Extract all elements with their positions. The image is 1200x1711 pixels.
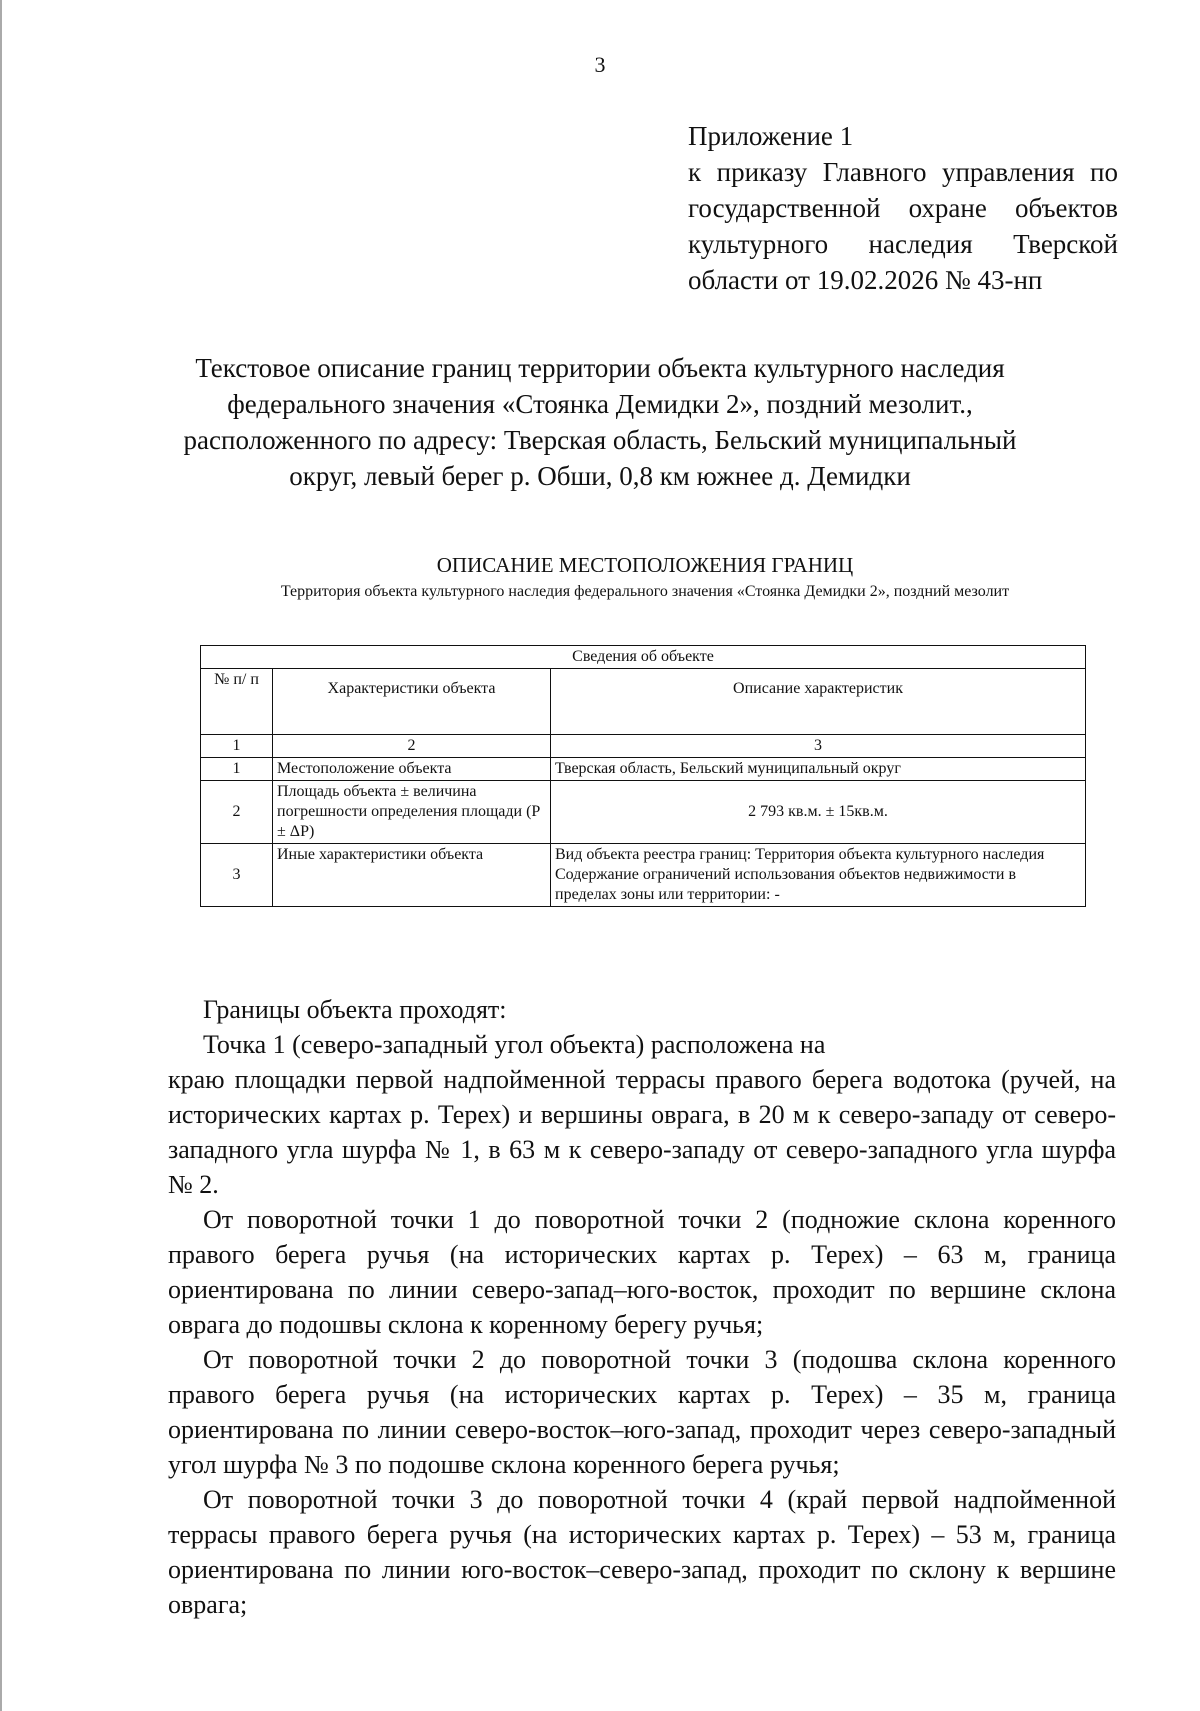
- title-line: округ, левый берег р. Обши, 0,8 км южнее д. Демидки: [289, 461, 911, 491]
- row-num: 3: [201, 844, 273, 907]
- row-characteristic: Площадь объекта ± величина погрешности определения площади (Р ± ΔР): [273, 781, 551, 844]
- row-num: 1: [201, 758, 273, 781]
- section-heading: ОПИСАНИЕ МЕСТОПОЛОЖЕНИЯ ГРАНИЦ: [436, 553, 854, 577]
- body-paragraph: От поворотной точки 3 до поворотной точки 4 (край первой надпойменной террасы правого берега ручья (на исторических картах р. Терех) – 53 м, граница ориентирована по линии юго-восток–северо-запад, проходит по склону к вершине оврага;: [168, 1485, 1116, 1619]
- body-paragraph: От поворотной точки 1 до поворотной точки 2 (подножие склона коренного правого берега ручья (на исторических картах р. Терех) – 63 м, граница ориентирована по линии северо-запад–юго-восток, проходит по вершине склона оврага до подошвы склона к коренному берегу ручья;: [168, 1205, 1116, 1339]
- header-description: Описание характеристик: [551, 669, 1086, 735]
- body-paragraph-1-rest: краю площадки первой надпойменной террасы правого берега водотока (ручей, на исторических картах р. Терех) и вершины оврага, в 20 м к северо-западу от северо-западного угла шурфа № 1, в 63 м к северо-западу от северо-западного угла шурфа № 2.: [168, 1065, 1116, 1199]
- title-line: расположенного по адресу: Тверская область, Бельский муниципальный: [183, 425, 1017, 455]
- table-row: [201, 758, 1086, 781]
- row-characteristic: Местоположение объекта: [273, 758, 551, 781]
- title-line: Текстовое описание границ территории объекта культурного наследия: [195, 353, 1005, 383]
- table-index-row: [201, 735, 1086, 758]
- appendix-block: [688, 118, 1118, 298]
- row-num: 2: [201, 781, 273, 844]
- section-subheading: Территория объекта культурного наследия федерального значения «Стоянка Демидки 2», поздний мезолит: [280, 583, 1010, 600]
- row-description-line: Содержание ограничений использования объектов недвижимости в пределах зоны или территории: -: [555, 866, 1016, 903]
- row-description-line: Вид объекта реестра границ: Территория объекта культурного наследия: [555, 846, 1045, 863]
- table-caption: Сведения об объекте: [201, 646, 1086, 669]
- body-intro: Границы объекта проходят:: [203, 995, 507, 1024]
- table-header-row: [201, 669, 1086, 735]
- header-characteristic: Характеристики объекта: [273, 669, 551, 735]
- table-row: [201, 781, 1086, 844]
- row-description: Тверская область, Бельский муниципальный округ: [551, 758, 1086, 781]
- index-cell: 1: [201, 735, 273, 758]
- appendix-line: Приложение 1: [688, 121, 854, 151]
- index-cell: 3: [551, 735, 1086, 758]
- appendix-line: государственной охране объектов: [688, 193, 1118, 223]
- boundary-description: [168, 992, 1116, 1622]
- appendix-line: области от 19.02.2026 № 43-нп: [688, 265, 1043, 295]
- appendix-line: к приказу Главного управления по: [688, 157, 1118, 187]
- row-characteristic: Иные характеристики объекта: [273, 844, 551, 907]
- body-paragraph-1-first-line: Точка 1 (северо-западный угол объекта) расположена на: [203, 1030, 826, 1059]
- title-line: федерального значения «Стоянка Демидки 2», поздний мезолит.,: [227, 389, 973, 419]
- header-num: № п/ п: [201, 669, 273, 735]
- index-cell: 2: [273, 735, 551, 758]
- row-description: [551, 844, 1086, 907]
- row-description: 2 793 кв.м. ± 15кв.м.: [551, 781, 1086, 844]
- appendix-line: культурного наследия Тверской: [688, 229, 1118, 259]
- object-info-table: [200, 645, 1086, 907]
- table-row: [201, 844, 1086, 907]
- page-number: 3: [594, 52, 606, 77]
- document-title: [150, 350, 1050, 494]
- table-caption-row: [201, 646, 1086, 669]
- scan-left-edge: [0, 0, 2, 1711]
- body-paragraph: От поворотной точки 2 до поворотной точки 3 (подошва склона коренного правого берега ручья (на исторических картах р. Терех) – 35 м, граница ориентирована по линии северо-восток–юго-запад, проходит через северо-западный угол шурфа № 3 по подошве склона коренного берега ручья;: [168, 1345, 1116, 1479]
